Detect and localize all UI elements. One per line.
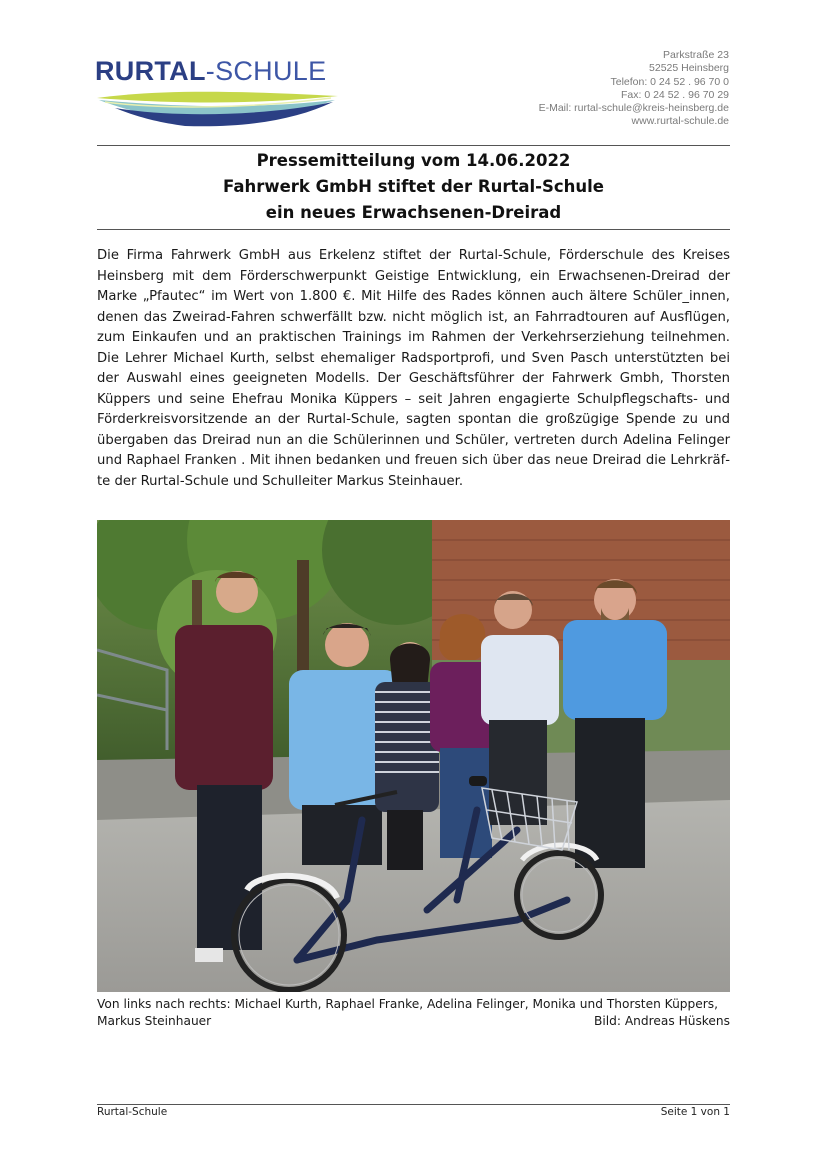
address-city: 52525 Heinsberg [649, 62, 729, 75]
group-photo [97, 520, 730, 992]
school-logo [95, 56, 340, 128]
footer-school-name: Rurtal-Schule [97, 1106, 168, 1118]
press-release-body: Die Firma Fahrwerk GmbH aus Erkelenz stiftet der Rurtal-Schule, Förderschule des Kreises Heinsberg mit dem Förderschwerpunkt Geistige Entwicklung, ein Erwachsenen-Dreirad der Marke „Pfautec“ im Wert von 1.800 €. Mit Hilfe des Rades können auch ältere Schüler_innen, denen das Zweirad-Fahren schwerfällt bzw. nicht möglich ist, an Fahrradtouren auf Ausflügen, zum Einkaufen und an praktischen Trainings im Rahmen der Verkehrserziehung teilnehmen. Die Lehrer Michael Kurth, selbst ehemaliger Radsportprofi, und Sven Pasch unterstützten bei der Auswahl eines geeigneten Modells. Der Geschäftsführer der Fahrwerk Gmbh, Thorsten Küppers und seine Ehefrau Monika Küppers – seit Jahren engagierte Schulpflegschafts- und Förderkreisvorsitzende an der Rurtal-Schule, sagten spontan die großzügige Spende zu und übergaben das Dreirad nun an die Schülerinnen und Schüler, vertreten durch Adelina Felinger und Raphael Franken . Mit ihnen bedanken und freuen sich über das neue Dreirad die Lehrkräfte der Rurtal-Schule und Schulleiter Markus Steinhauer. [97, 248, 730, 489]
address-street: Parkstraße 23 [663, 49, 729, 61]
press-release-title [97, 148, 730, 226]
caption-names-continued: Markus Steinhauer [97, 1013, 212, 1028]
logo-wave-graphic [95, 88, 340, 128]
footer-page-number: Seite 1 von 1 [660, 1106, 730, 1118]
title-headline-1: Fahrwerk GmbH stiftet der Rurtal-Schule [223, 177, 604, 196]
group-photo-illustration [97, 520, 730, 992]
photo-caption [97, 996, 730, 1029]
address-website[interactable]: www.rurtal-schule.de [631, 115, 729, 128]
logo-wordmark: RURTAL-SCHULE [95, 56, 327, 86]
title-headline-2: ein neues Erwachsenen-Dreirad [265, 203, 562, 222]
title-date-line: Pressemitteilung vom 14.06.2022 [256, 151, 571, 170]
address-phone: Telefon: 0 24 52 . 96 70 0 [610, 75, 729, 88]
school-address [539, 49, 729, 129]
address-fax: Fax: 0 24 52 . 96 70 29 [621, 88, 729, 101]
title-rule [97, 229, 730, 230]
caption-names-line: Von links nach rechts: Michael Kurth, Raphael Franke, Adelina Felinger, Monika und Thorsten Küppers, [97, 997, 718, 1011]
page-footer [97, 1106, 730, 1118]
address-email[interactable]: E-Mail: rurtal-schule@kreis-heinsberg.de [538, 102, 729, 115]
header-rule [97, 145, 730, 146]
caption-photo-credit: Bild: Andreas Hüskens [593, 1013, 730, 1028]
footer-rule [97, 1104, 730, 1105]
